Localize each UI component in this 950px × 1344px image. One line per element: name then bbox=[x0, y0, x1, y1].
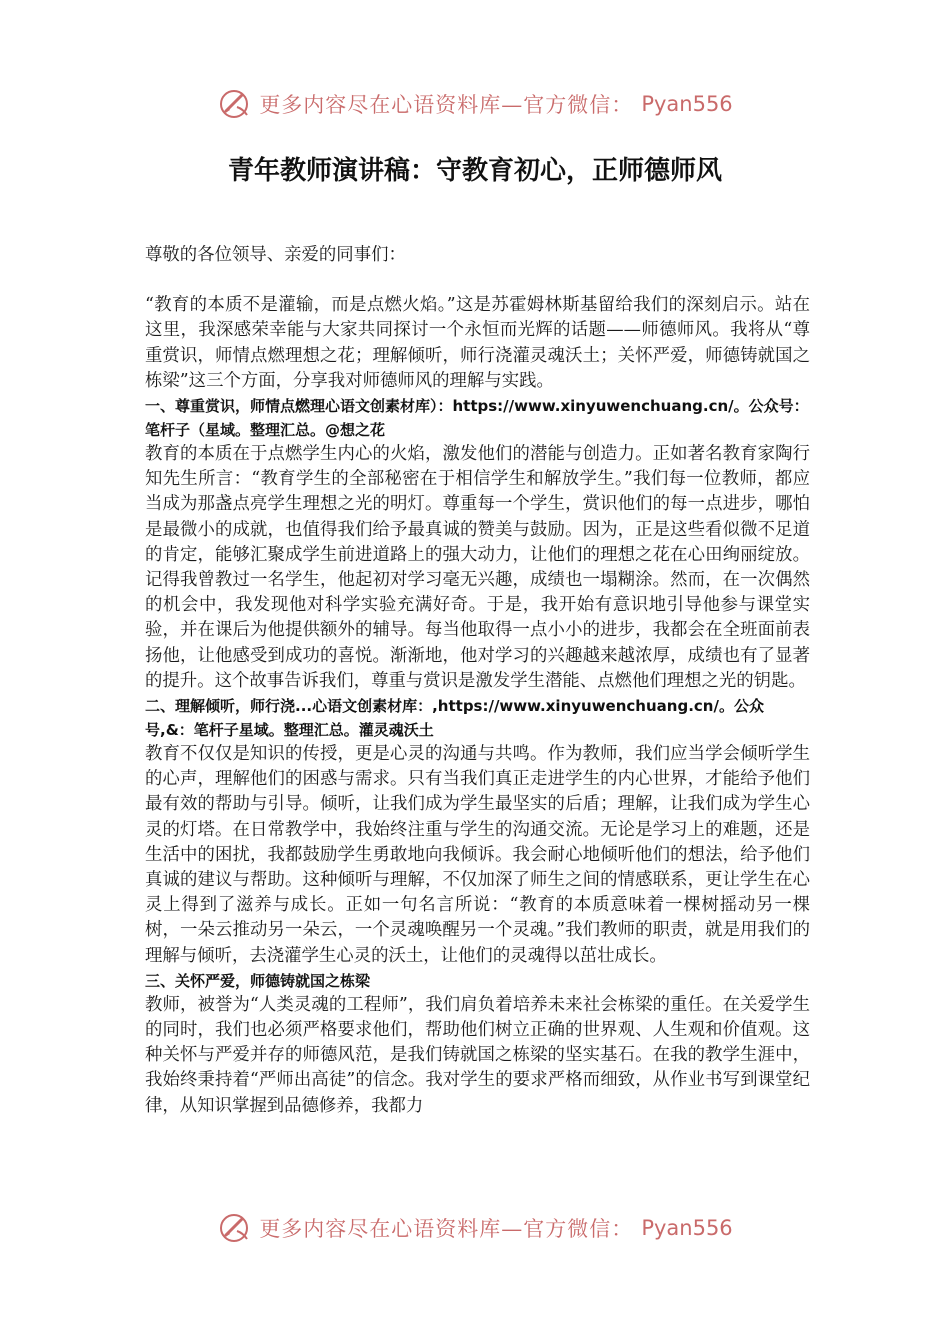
intro-paragraph: “教育的本质不是灌输，而是点燃火焰。”这是苏霍姆林斯基留给我们的深刻启示。站在这里，我深感荣幸能与大家共同探讨一个永恒而光辉的话题——师德师风。我将从“尊重赏识，师情点燃理想之花；理解倾听，师行浇灌灵魂沃土；关怀严爱，师德铸就国之栋梁”这三个方面，分享我对师德师风的理解与实践。 bbox=[145, 295, 810, 391]
pen-logo-icon bbox=[217, 1211, 251, 1245]
greeting: 尊敬的各位领导、亲爱的同事们： bbox=[145, 245, 406, 265]
document-title: 青年教师演讲稿：守教育初心，正师德师风 bbox=[227, 156, 722, 186]
section-2-heading: 二、理解倾听，师行浇...心语文创素材库：,https://www.xinyuwenchuang.cn/。公众号,&：笔杆子星域。整理汇总。灌灵魂沃土 bbox=[145, 697, 764, 740]
header-watermark-banner bbox=[0, 84, 950, 124]
section-3-heading: 三、关怀严爱，师德铸就国之栋梁 bbox=[145, 971, 371, 990]
watermark-text: 更多内容尽在心语资料库—官方微信： bbox=[259, 1217, 634, 1241]
section-1-heading: 一、尊重赏识，师情点燃理心语文创素材库）：https://www.xinyuwenchuang.cn/。公众号：笔杆子（星域。整理汇总。@想之花 bbox=[145, 397, 809, 440]
pen-logo-icon bbox=[217, 87, 251, 121]
watermark-wechat-id: Pyan556 bbox=[641, 92, 733, 116]
section-3-body: 教师，被誉为“人类灵魂的工程师”，我们肩负着培养未来社会栋梁的重任。在关爱学生的同时，我们也必须严格要求他们，帮助他们树立正确的世界观、人生观和价值观。这种关怀与严爱并存的师德风范，是我们铸就国之栋梁的坚实基石。在我的教学生涯中，我始终秉持着“严师出高徒”的信念。我对学生的要求严格而细致，从作业书写到课堂纪律，从知识掌握到品德修养，我都力 bbox=[145, 994, 810, 1116]
document-body bbox=[145, 243, 810, 1119]
watermark-text: 更多内容尽在心语资料库—官方微信： bbox=[259, 93, 634, 117]
section-2-body: 教育不仅仅是知识的传授，更是心灵的沟通与共鸣。作为教师，我们应当学会倾听学生的心声，理解他们的困惑与需求。只有当我们真正走进学生的内心世界，才能给予他们最有效的帮助与引导。倾听，让我们成为学生最坚实的后盾；理解，让我们成为学生心灵的灯塔。在日常教学中，我始终注重与学生的沟通交流。无论是学习上的难题，还是生活中的困扰，我都鼓励学生勇敢地向我倾诉。我会耐心地倾听他们的想法，给予他们真诚的建议与帮助。这种倾听与理解，不仅加深了师生之间的情感联系，更让学生在心灵上得到了滋养与成长。正如一句名言所说：“教育的本质意味着一棵树摇动另一棵树，一朵云推动另一朵云，一个灵魂唤醒另一个灵魂。”我们教师的职责，就是用我们的理解与倾听，去浇灌学生心灵的沃土，让他们的灵魂得以茁壮成长。 bbox=[145, 744, 810, 966]
watermark-wechat-id: Pyan556 bbox=[641, 1216, 733, 1240]
footer-watermark-banner bbox=[0, 1208, 950, 1248]
section-1-body: 教育的本质在于点燃学生内心的火焰，激发他们的潜能与创造力。正如著名教育家陶行知先生所言：“教育学生的全部秘密在于相信学生和解放学生。”我们每一位教师，都应当成为那盏点亮学生理想之光的明灯。尊重每一个学生，赏识他们的每一点进步，哪怕是最微小的成就，也值得我们给予最真诚的赞美与鼓励。因为，正是这些看似微不足道的肯定，能够汇聚成学生前进道路上的强大动力，让他们的理想之花在心田绚丽绽放。记得我曾教过一名学生，他起初对学习毫无兴趣，成绩也一塌糊涂。然而，在一次偶然的机会中，我发现他对科学实验充满好奇。于是，我开始有意识地引导他参与课堂实验，并在课后为他提供额外的辅导。每当他取得一点小小的进步，我都会在全班面前表扬他，让他感受到成功的喜悦。渐渐地，他对学习的兴趣越来越浓厚，成绩也有了显著的提升。这个故事告诉我们，尊重与赏识是激发学生潜能、点燃他们理想之光的钥匙。 bbox=[145, 444, 810, 691]
